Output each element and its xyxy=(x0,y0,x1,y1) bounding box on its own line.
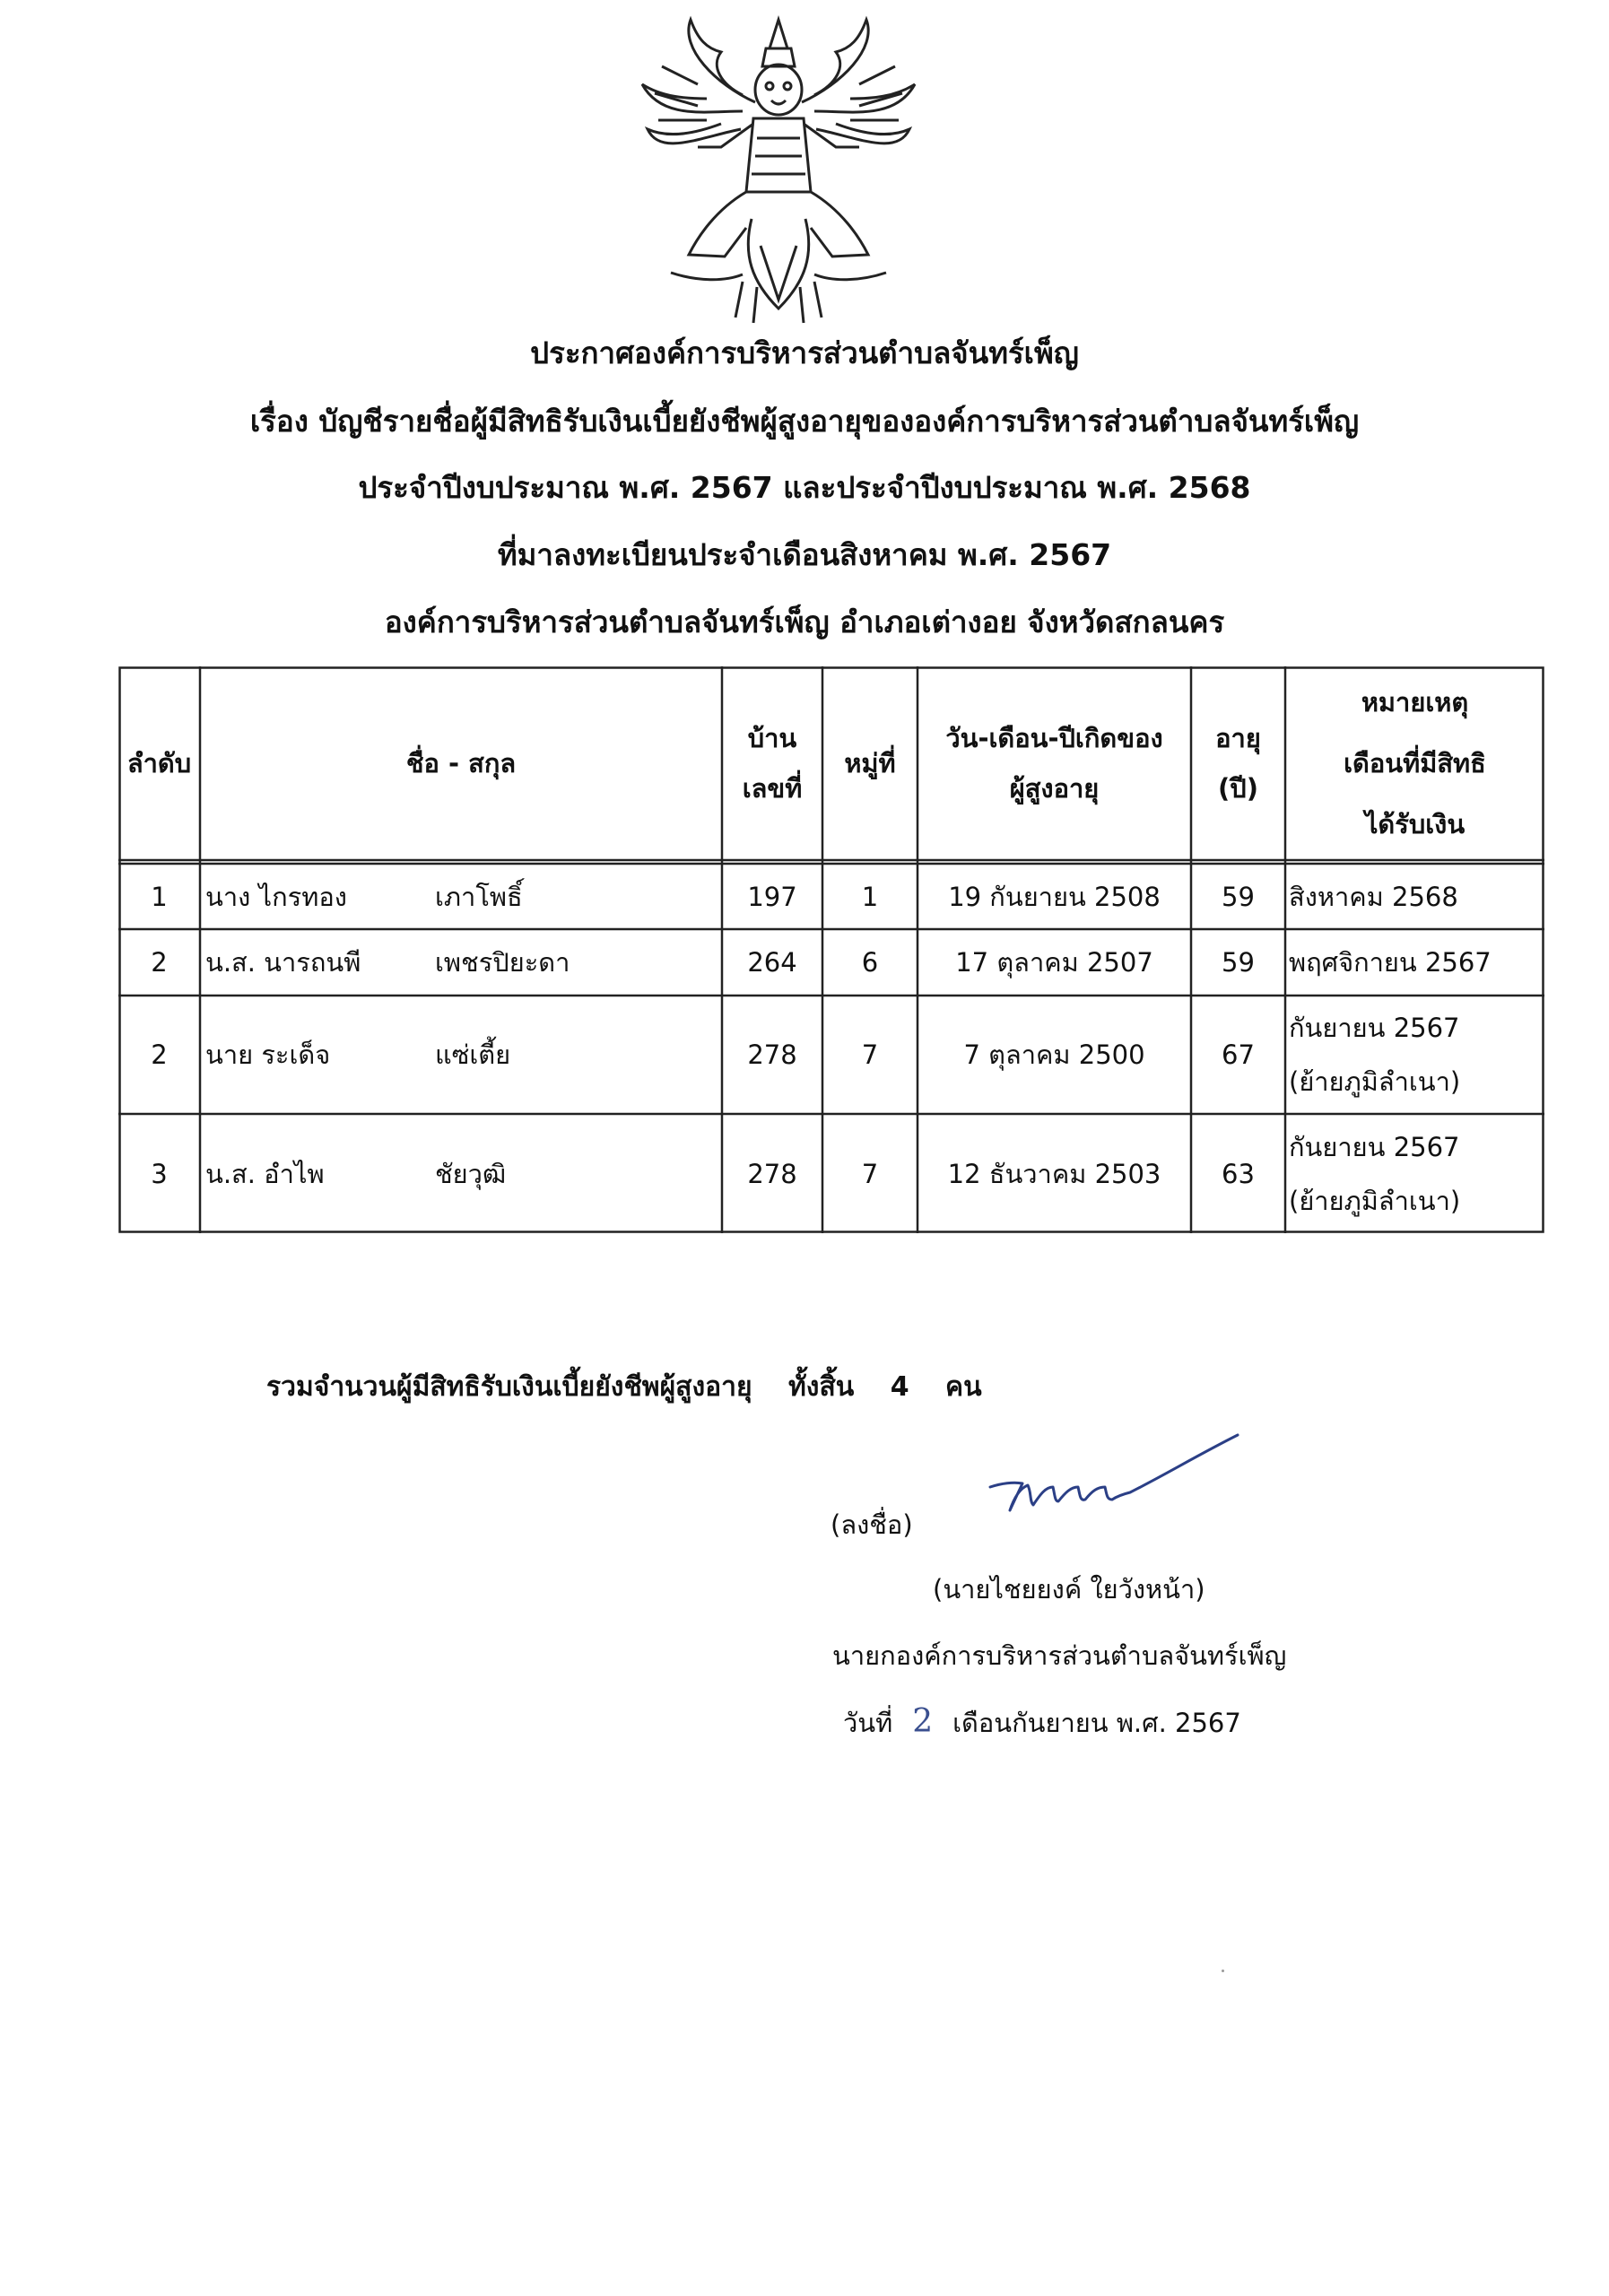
summary-count: 4 xyxy=(890,1371,909,1403)
date-prefix: วันที่ xyxy=(843,1708,893,1738)
table-row-2-house: 264 xyxy=(747,947,797,978)
handwritten-signature xyxy=(983,1430,1243,1534)
handwritten-day: 2 xyxy=(912,1703,934,1740)
table-row-3-birthdate: 7 ตุลาคม 2500 xyxy=(963,1039,1145,1070)
table-row-1-house: 197 xyxy=(747,881,797,912)
summary-total-word: ทั้งสิ้น xyxy=(788,1371,855,1403)
table-row-4-birthdate: 12 ธันวาคม 2503 xyxy=(947,1158,1161,1189)
announcement-title: ประกาศองค์การบริหารส่วนตำบลจันทร์เพ็ญ xyxy=(530,335,1079,370)
table-row-1-village: 1 xyxy=(861,881,879,912)
scan-speck xyxy=(1222,1970,1224,1972)
total-summary xyxy=(266,1368,982,1407)
date-rest: เดือนกันยายน พ.ศ. 2567 xyxy=(952,1708,1241,1738)
table-row-2-birthdate: 17 ตุลาคม 2507 xyxy=(955,947,1153,978)
table-row-1-order: 1 xyxy=(151,881,168,912)
beneficiary-table xyxy=(118,666,1544,1233)
table-row-3-order: 2 xyxy=(151,1039,168,1070)
col-header-house-number: บ้าน เลขที่ xyxy=(742,723,803,804)
signature-date xyxy=(843,1704,1241,1741)
table-row-4-house: 278 xyxy=(747,1158,797,1189)
row-1-surname: เภาโพธิ์ xyxy=(435,881,523,912)
table-row-2-age: 59 xyxy=(1222,947,1255,978)
table-row-1-age: 59 xyxy=(1222,881,1255,912)
organization-location-line: องค์การบริหารส่วนตำบลจันทร์เพ็ญ อำเภอเต่างอย จังหวัดสกลนคร xyxy=(384,604,1225,639)
table-row-3-name xyxy=(200,996,722,1114)
table-row-1-name xyxy=(200,864,722,929)
signature-label: (ลงชื่อ) xyxy=(831,1509,913,1540)
table-row-4-order: 3 xyxy=(151,1158,168,1189)
table-row-1-birthdate: 19 กันยายน 2508 xyxy=(948,881,1161,912)
col-header-order: ลำดับ xyxy=(126,748,192,778)
table-row-3-house: 278 xyxy=(747,1039,797,1070)
table-row-2-village: 6 xyxy=(861,947,879,978)
signatory-position: นายกองค์การบริหารส่วนตำบลจันทร์เพ็ญ xyxy=(832,1640,1287,1671)
registration-month-line: ที่มาลงทะเบียนประจำเดือนสิงหาคม พ.ศ. 2567 xyxy=(497,537,1112,572)
announcement-subject: เรื่อง บัญชีรายชื่อผู้มีสิทธิรับเงินเบี้ยยังชีพผู้สูงอายุขององค์การบริหารส่วนตำบลจันทร์เพ็ญ xyxy=(249,404,1360,439)
row-4-surname: ชัยวุฒิ xyxy=(435,1158,507,1189)
table-row-2-order: 2 xyxy=(151,947,168,978)
table-row-4-age: 63 xyxy=(1222,1158,1255,1189)
col-header-village: หมู่ที่ xyxy=(844,748,896,778)
table-row-2-remarks: พฤศจิกายน 2567 xyxy=(1289,947,1492,978)
table-row-2-name xyxy=(200,929,722,996)
table-row-3-remarks: กันยายน 2567 (ย้ายภูมิลำเนา) xyxy=(1289,1013,1461,1097)
garuda-emblem xyxy=(635,13,922,328)
table-row-1-remarks: สิงหาคม 2568 xyxy=(1289,881,1458,912)
signatory-name: (นายไชยยงค์ ใยวังหน้า) xyxy=(933,1574,1205,1605)
row-2-given-name: น.ส. นารถนพี xyxy=(205,947,361,978)
col-header-age: อายุ (ปี) xyxy=(1215,723,1261,804)
table-row-4-remarks: กันยายน 2567 (ย้ายภูมิลำเนา) xyxy=(1289,1131,1461,1216)
table-row-4-name xyxy=(200,1114,722,1233)
col-header-name: ชื่อ - สกุล xyxy=(405,748,517,778)
table-row-3-age: 67 xyxy=(1222,1039,1255,1070)
row-1-given-name: นาง ไกรทอง xyxy=(205,881,347,912)
row-2-surname: เพชรปิยะดา xyxy=(435,947,570,978)
row-3-given-name: นาย ระเด็จ xyxy=(205,1039,331,1070)
fiscal-year-line: ประจำปีงบประมาณ พ.ศ. 2567 และประจำปีงบประมาณ พ.ศ. 2568 xyxy=(358,470,1251,505)
summary-unit: คน xyxy=(945,1371,982,1403)
table-row-3-village: 7 xyxy=(861,1039,879,1070)
row-3-surname: แซ่เตี้ย xyxy=(435,1039,511,1070)
row-4-given-name: น.ส. อำไพ xyxy=(205,1158,325,1189)
summary-label: รวมจำนวนผู้มีสิทธิรับเงินเบี้ยยังชีพผู้สูงอายุ xyxy=(266,1371,752,1403)
col-header-birthdate: วัน-เดือน-ปีเกิดของ ผู้สูงอายุ xyxy=(945,723,1163,804)
col-header-remarks: หมายเหตุ เดือนที่มีสิทธิ ได้รับเงิน xyxy=(1344,687,1486,839)
table-row-4-village: 7 xyxy=(861,1158,879,1189)
